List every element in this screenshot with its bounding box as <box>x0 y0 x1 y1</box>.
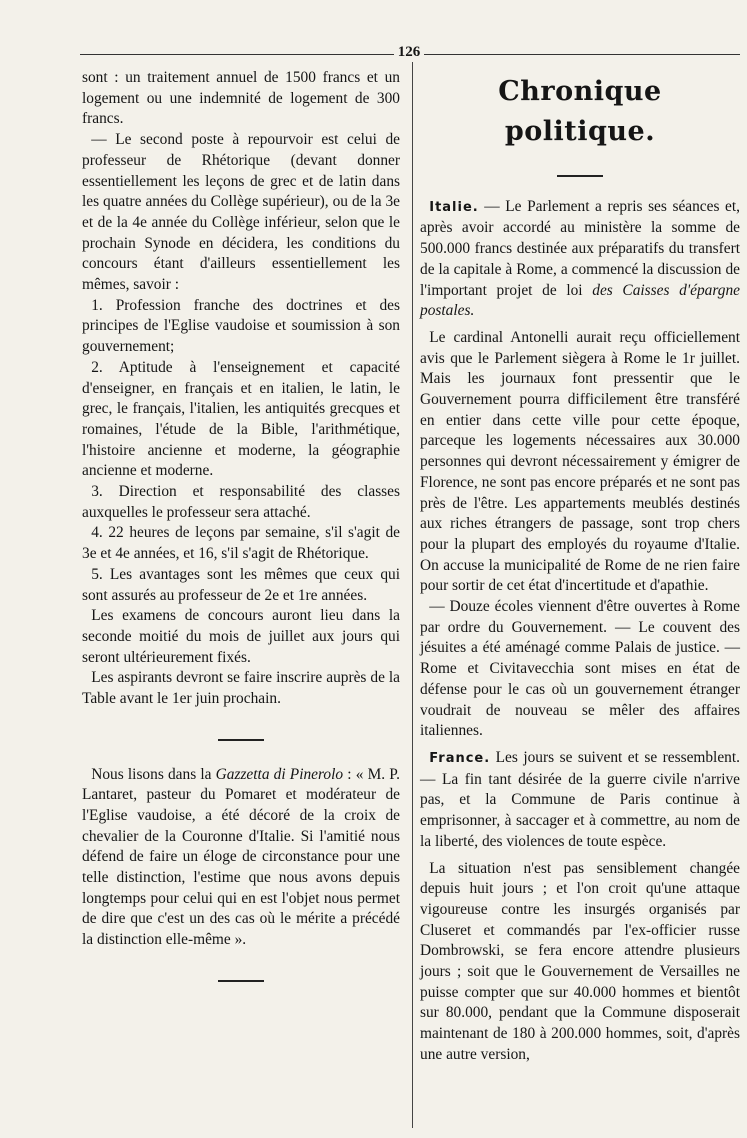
gazzetta-lead: Nous lisons dans la <box>91 765 216 783</box>
france-paragraph-2: La situation n'est pas sensiblement changée depuis huit jours ; et l'on croit qu'une attaque vigoureuse contre les insurgés organisés par Cluseret et commandés par l'ex-officier russe Dombrowski, se fera encore attendre plusieurs jours ; soit que le Gouvernement de Versailles ne puisse compter que sur 40.000 hommes et bientôt sur 80.000, pendant que la Commune disposerait maintenant de 180 à 200.000 hommes, soit, d'après une autre version, <box>420 859 740 1063</box>
condition-1: 1. Profession franche des doctrines et des principes de l'Eglise vaudoise et soumission à son gouvernement; <box>82 296 400 356</box>
france-text-1: Les jours se suivent et se ressemblent. — La fin tant désirée de la guerre civile n'arrive pas, et la Commune de Paris continue à emprisonner, à saccager et à commettre, au nom de la liberté, des violences de toute espèce. <box>420 748 740 850</box>
gazzetta-source: Gazzetta di Pinerolo <box>215 765 344 783</box>
gazzetta-text: : « M. P. Lantaret, pasteur du Pomaret et modérateur de l'Eglise vaudoise, a été décoré de la croix de chevalier de la Couronne d'Italie. Si l'amitié nous défend de faire un éloge de circonstance pour une telle distinction, l'estime que nous avons depuis longtemps pour celui qui en est l'objet nous permet de dire que c'est un des cas où le mérite a précédé la distinction elle-même ». <box>82 765 400 949</box>
condition-2: 2. Aptitude à l'enseignement et capacité d'enseigner, en français et en italien, le latin, le grec, le français, l'italien, les antiquités grecques et romaines, l'étude de la Bible, l'arithmétique, l'histoire ancienne et moderne, la géographie ancienne et moderne. <box>82 358 400 480</box>
paragraph-exams: Les examens de concours auront lieu dans la seconde moitié du mois de juillet aux jours qui seront ultérieurement fixés. <box>82 607 400 666</box>
italie-heading: Italie. <box>429 199 479 215</box>
italie-paragraph-2: Le cardinal Antonelli aurait reçu officiellement avis que le Parlement siègera à Rome le 1r juillet. Mais les journaux font pressentir que le Gouvernement pourra difficilement être transféré en entier dans cette ville pour cette époque, parceque les logements nécessaires aux 30.000 personnes qui devront nécessairement y émigrer de Florence, ne sont pas encore préparés et ne sont pas près de l'être. Les appartements meublés destinés aux riches étrangers de passage, sont trop chers pour la plupart des employés du royaume d'Italie. On accuse la municipalité de Rome de ne rien faire pour sortir de cet état d'incertitude et d'apathie. <box>420 328 740 595</box>
france-heading: France. <box>429 750 491 766</box>
title-divider <box>420 164 740 185</box>
italie-text-b: des Caisses d'épargne postales. <box>420 281 740 320</box>
section-title: Chronique politique. <box>498 76 662 147</box>
condition-3: 3. Direction et responsabilité des classes auxquelles le professeur sera attaché. <box>82 483 400 521</box>
italie-paragraph-1 <box>420 197 740 322</box>
france-paragraph-1 <box>420 748 740 853</box>
right-column <box>420 68 740 1066</box>
paragraph-salary: sont : un traitement annuel de 1500 francs et un logement ou une indemnité de logement de 300 francs. <box>82 69 400 128</box>
paragraph-second-post: — Le second poste à repourvoir est celui de professeur de Rhétorique (devant donner essentiellement les leçons de grec et de latin dans les quatre années du Collège supérieur), ou de la 3e et de la 4e année du Collège inférieur, selon que le prochain Synode en décidera, les conditions du concours étant d'ailleurs essentiellement les mêmes, savoir : <box>82 131 400 294</box>
section-divider <box>82 728 400 749</box>
page-number: 126 <box>397 44 421 60</box>
italie-text-a: — Le Parlement a repris ses séances et, après avoir accordé au ministère la somme de 500.000 francs destinée aux préparatifs du transfert de la capitale à Rome, a commencé la discussion de l'important projet de loi <box>420 197 740 299</box>
left-column <box>82 68 400 1006</box>
section-divider-end <box>82 969 400 990</box>
condition-5: 5. Les avantages sont les mêmes que ceux qui sont assurés au professeur de 2e et 1re années. <box>82 565 400 604</box>
header-rule-left <box>80 54 394 55</box>
condition-4: 4. 22 heures de leçons par semaine, s'il s'agit de 3e et 4e années, et 16, s'il s'agit de Rhétorique. <box>82 524 400 563</box>
column-separator <box>412 62 413 1128</box>
italie-paragraph-3: — Douze écoles viennent d'être ouvertes à Rome par ordre du Gouvernement. — Le couvent des jésuites a été aménagé comme Palais de justice. — Rome et Civitavecchia sont mises en état de défense pour le cas où un gouvernement étranger voudrait de nouveau se mêler des affaires italiennes. <box>420 598 740 740</box>
header-rule-right <box>424 54 740 55</box>
paragraph-applicants: Les aspirants devront se faire inscrire auprès de la Table avant le 1er juin prochain. <box>82 669 400 708</box>
paragraph-gazzetta <box>82 765 400 951</box>
